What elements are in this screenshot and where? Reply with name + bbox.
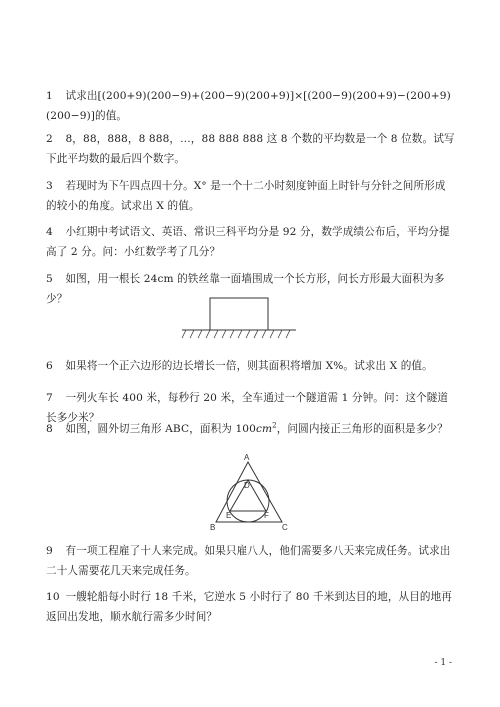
wall-hatching <box>182 330 290 338</box>
question-3 <box>46 176 456 216</box>
question-text: 试求出[(200+9)(200−9)+(200−9)(200+9)]×[(200−9)(200+9)−(200+9)(200−9)]的值。 <box>46 90 451 122</box>
question-text: 如果将一个正六边形的边长增长一倍，则其面积将增加 X%。试求出 X 的值。 <box>65 360 433 372</box>
question-text: 小红期中考试语文、英语、常识三科平均分是 92 分，数学成绩公布后，平均分提高了 2 分。问：小红数学考了几分？ <box>46 226 450 258</box>
question-number: 5 <box>46 273 53 285</box>
question-10 <box>46 587 456 627</box>
label-e: E <box>226 511 232 520</box>
question-number: 8 <box>46 423 53 435</box>
question-text: 若现时为下午四点四十分。X° 是一个十二小时刻度钟面上时针与分针之间所形成的较小的角度。试求出 X 的值。 <box>46 180 446 212</box>
question-text-part-b: ，问圆内接正三角形的面积是多少？ <box>276 423 448 435</box>
question-text: 8，88，888，8 888，…，88 888 888 这 8 个数的平均数是一个 8 位数。试写下此平均数的最后四个数字。 <box>46 133 455 165</box>
question-number: 10 <box>46 591 60 603</box>
question-number: 1 <box>46 90 53 102</box>
question-number: 3 <box>46 180 53 192</box>
question-4 <box>46 222 456 262</box>
page-number: - 1 - <box>434 658 452 668</box>
question-6 <box>46 356 456 376</box>
label-c: C <box>282 523 288 532</box>
question-text: 有一项工程雇了十人来完成。如果只雇八人，他们需要多八天来完成任务。试求出二十人需要花几天来完成任务。 <box>46 545 451 577</box>
rectangle-shape <box>210 298 268 330</box>
question-9 <box>46 541 456 581</box>
question-number: 7 <box>46 392 53 404</box>
area-unit-exponent: 2 <box>272 421 277 430</box>
wall-rectangle-figure <box>180 292 298 344</box>
label-f: F <box>264 511 269 520</box>
triangle-circle-figure <box>200 452 300 534</box>
question-number: 9 <box>46 545 53 557</box>
question-2 <box>46 129 456 169</box>
question-text-part-a: 如图，圆外切三角形 ABC，面积为 100 <box>65 423 256 435</box>
label-d: D <box>244 481 250 490</box>
question-number: 2 <box>46 133 53 145</box>
question-number: 4 <box>46 226 53 238</box>
question-1 <box>46 86 456 126</box>
question-text: 如图，用一根长 24cm 的铁丝靠一面墙围成一个长方形，问长方形最大面积为多少？ <box>46 273 445 305</box>
area-unit: cm <box>255 423 273 435</box>
question-number: 6 <box>46 360 53 372</box>
question-8 <box>46 419 456 439</box>
label-b: B <box>210 523 216 532</box>
question-text: 一列火车长 400 米，每秒行 20 米，全车通过一个隧道需 1 分钟。问：这个隧道长多少米？ <box>46 392 449 424</box>
label-a: A <box>244 453 250 462</box>
question-text: 一艘轮船每小时行 18 千米，它逆水 5 小时行了 80 千米到达目的地，从目的地再返回出发地，顺水航行需多少时间？ <box>46 591 452 623</box>
